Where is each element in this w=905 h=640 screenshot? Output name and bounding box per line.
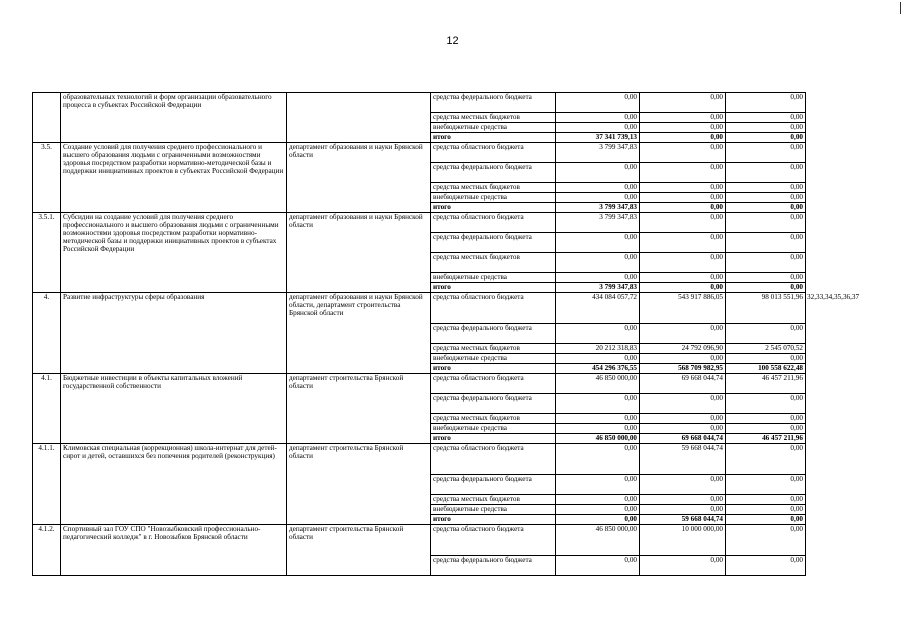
table-body bbox=[33, 93, 876, 576]
amount-year-2: 0,00 bbox=[640, 133, 726, 143]
item-index: 3.5.1. bbox=[33, 213, 61, 293]
item-executor: департамент строительства Брянской области bbox=[287, 444, 431, 525]
amount-year-1: 0,00 bbox=[556, 183, 640, 193]
amount-year-2: 0,00 bbox=[640, 324, 726, 344]
indicator-refs bbox=[806, 213, 876, 233]
indicator-refs bbox=[806, 324, 876, 344]
amount-year-2: 0,00 bbox=[640, 556, 726, 576]
amount-year-2: 69 668 044,74 bbox=[640, 434, 726, 444]
funding-source: итого bbox=[431, 434, 556, 444]
amount-year-3: 0,00 bbox=[726, 324, 806, 344]
amount-year-1: 0,00 bbox=[556, 394, 640, 414]
amount-year-1: 0,00 bbox=[556, 354, 640, 364]
funding-source: средства областного бюджета bbox=[431, 293, 556, 324]
item-name: Создание условий для получения среднего профессионального и высшего образования людьми с ограниченными возможностями здоровья посредством разработки нормативно-методической базы и поддержки инициативных проектов в субъектах Российской Федерации bbox=[61, 143, 287, 213]
funding-source: итого bbox=[431, 515, 556, 525]
funding-source: средства федерального бюджета bbox=[431, 233, 556, 253]
amount-year-2: 10 000 000,00 bbox=[640, 525, 726, 556]
amount-year-2: 59 668 044,74 bbox=[640, 515, 726, 525]
indicator-refs bbox=[806, 113, 876, 123]
financing-table bbox=[32, 92, 876, 576]
funding-source: средства федерального бюджета bbox=[431, 324, 556, 344]
indicator-refs: 32,33,34,35,36,37 bbox=[807, 292, 860, 301]
indicator-refs bbox=[806, 364, 876, 374]
table-row bbox=[33, 93, 876, 113]
amount-year-1: 0,00 bbox=[556, 253, 640, 273]
amount-year-2: 24 792 096,90 bbox=[640, 344, 726, 354]
amount-year-1: 0,00 bbox=[556, 505, 640, 515]
amount-year-2: 0,00 bbox=[640, 505, 726, 515]
indicator-refs bbox=[806, 143, 876, 163]
amount-year-2: 0,00 bbox=[640, 213, 726, 233]
funding-source: средства местных бюджетов bbox=[431, 344, 556, 354]
amount-year-1: 3 799 347,83 bbox=[556, 213, 640, 233]
amount-year-2: 0,00 bbox=[640, 203, 726, 213]
amount-year-1: 0,00 bbox=[556, 495, 640, 505]
amount-year-3: 0,00 bbox=[726, 475, 806, 495]
amount-year-3: 0,00 bbox=[726, 394, 806, 414]
item-executor: департамент строительства Брянской области bbox=[287, 374, 431, 444]
amount-year-2: 0,00 bbox=[640, 283, 726, 293]
funding-source: средства областного бюджета bbox=[431, 213, 556, 233]
indicator-refs bbox=[806, 394, 876, 414]
amount-year-3: 0,00 bbox=[726, 283, 806, 293]
funding-source: итого bbox=[431, 133, 556, 143]
amount-year-2: 0,00 bbox=[640, 193, 726, 203]
indicator-refs bbox=[806, 515, 876, 525]
amount-year-2: 0,00 bbox=[640, 183, 726, 193]
funding-source: внебюджетные средства bbox=[431, 273, 556, 283]
amount-year-1: 0,00 bbox=[556, 515, 640, 525]
item-name: образовательных технологий и форм организации образовательного процесса в субъектах Российской Федерации bbox=[61, 93, 287, 143]
item-index bbox=[33, 93, 61, 143]
item-executor: департамент образования и науки Брянской области bbox=[287, 213, 431, 293]
amount-year-1: 0,00 bbox=[556, 556, 640, 576]
indicator-refs bbox=[806, 273, 876, 283]
amount-year-1: 46 850 000,00 bbox=[556, 374, 640, 394]
indicator-refs bbox=[806, 444, 876, 475]
item-name: Бюджетные инвестиции в объекты капитальных вложений государственной собственности bbox=[61, 374, 287, 444]
item-executor bbox=[287, 93, 431, 143]
amount-year-2: 0,00 bbox=[640, 273, 726, 283]
amount-year-1: 3 799 347,83 bbox=[556, 203, 640, 213]
indicator-refs bbox=[806, 354, 876, 364]
indicator-refs bbox=[806, 525, 876, 556]
amount-year-3: 0,00 bbox=[726, 253, 806, 273]
item-index: 4.1.2. bbox=[33, 525, 61, 576]
page-number: 12 bbox=[446, 35, 459, 47]
funding-source: средства федерального бюджета bbox=[431, 394, 556, 414]
item-name: Спортивный зал ГОУ СПО "Новозыбковский профессионально-педагогический колледж" в г. Новозыбков Брянской области bbox=[61, 525, 287, 576]
indicator-refs bbox=[806, 495, 876, 505]
amount-year-3: 100 558 622,48 bbox=[726, 364, 806, 374]
amount-year-3: 0,00 bbox=[726, 505, 806, 515]
amount-year-2: 0,00 bbox=[640, 495, 726, 505]
amount-year-3: 0,00 bbox=[726, 133, 806, 143]
amount-year-3: 0,00 bbox=[726, 495, 806, 505]
amount-year-2: 0,00 bbox=[640, 424, 726, 434]
indicator-refs bbox=[806, 123, 876, 133]
amount-year-2: 568 709 982,95 bbox=[640, 364, 726, 374]
funding-source: средства областного бюджета bbox=[431, 374, 556, 394]
item-executor: департамент строительства Брянской области bbox=[287, 525, 431, 576]
amount-year-2: 0,00 bbox=[640, 253, 726, 273]
indicator-refs bbox=[806, 163, 876, 183]
indicator-refs bbox=[806, 183, 876, 193]
indicator-refs bbox=[806, 374, 876, 394]
amount-year-1: 0,00 bbox=[556, 475, 640, 495]
amount-year-2: 0,00 bbox=[640, 123, 726, 133]
funding-source: внебюджетные средства bbox=[431, 354, 556, 364]
amount-year-1: 0,00 bbox=[556, 163, 640, 183]
table-row bbox=[33, 143, 876, 163]
amount-year-3: 0,00 bbox=[726, 163, 806, 183]
amount-year-2: 0,00 bbox=[640, 394, 726, 414]
item-name: Развитие инфраструктуры сферы образования bbox=[61, 293, 287, 374]
amount-year-2: 0,00 bbox=[640, 414, 726, 424]
indicator-refs bbox=[806, 434, 876, 444]
funding-source: итого bbox=[431, 203, 556, 213]
amount-year-3: 0,00 bbox=[726, 203, 806, 213]
amount-year-1: 0,00 bbox=[556, 444, 640, 475]
amount-year-2: 69 668 044,74 bbox=[640, 374, 726, 394]
amount-year-2: 59 668 044,74 bbox=[640, 444, 726, 475]
amount-year-2: 0,00 bbox=[640, 163, 726, 183]
funding-source: внебюджетные средства bbox=[431, 424, 556, 434]
amount-year-3: 0,00 bbox=[726, 93, 806, 113]
table-row bbox=[33, 213, 876, 233]
item-name: Климовская специальная (коррекционная) школа-интернат для детей-сирот и детей, оставшихся без попечения родителей (реконструкция) bbox=[61, 444, 287, 525]
amount-year-3: 0,00 bbox=[726, 183, 806, 193]
indicator-refs bbox=[806, 283, 876, 293]
scan-edge-mark bbox=[900, 2, 901, 14]
indicator-refs bbox=[806, 344, 876, 354]
amount-year-2: 0,00 bbox=[640, 93, 726, 113]
amount-year-3: 0,00 bbox=[726, 424, 806, 434]
indicator-refs bbox=[806, 505, 876, 515]
funding-source: средства федерального бюджета bbox=[431, 93, 556, 113]
funding-source: средства местных бюджетов bbox=[431, 253, 556, 273]
amount-year-1: 0,00 bbox=[556, 123, 640, 133]
item-index: 3.5. bbox=[33, 143, 61, 213]
amount-year-3: 0,00 bbox=[726, 414, 806, 424]
amount-year-1: 20 212 318,83 bbox=[556, 344, 640, 354]
item-index: 4.1.1. bbox=[33, 444, 61, 525]
amount-year-1: 3 799 347,83 bbox=[556, 283, 640, 293]
funding-source: средства областного бюджета bbox=[431, 525, 556, 556]
table-row bbox=[33, 525, 876, 556]
amount-year-1: 0,00 bbox=[556, 414, 640, 424]
amount-year-1: 434 084 057,72 bbox=[556, 293, 640, 324]
funding-source: итого bbox=[431, 364, 556, 374]
indicator-refs bbox=[806, 93, 876, 113]
amount-year-3: 0,00 bbox=[726, 444, 806, 475]
amount-year-3: 98 013 551,96 bbox=[726, 293, 806, 324]
funding-source: средства местных бюджетов bbox=[431, 414, 556, 424]
amount-year-1: 46 850 000,00 bbox=[556, 434, 640, 444]
amount-year-3: 0,00 bbox=[726, 113, 806, 123]
item-executor: департамент образования и науки Брянской области, департамент строительства Брянской области bbox=[287, 293, 431, 374]
amount-year-2: 543 917 886,05 bbox=[640, 293, 726, 324]
amount-year-3: 0,00 bbox=[726, 556, 806, 576]
indicator-refs bbox=[806, 556, 876, 576]
funding-source: средства местных бюджетов bbox=[431, 113, 556, 123]
funding-source: внебюджетные средства bbox=[431, 505, 556, 515]
amount-year-1: 46 850 000,00 bbox=[556, 525, 640, 556]
indicator-refs bbox=[806, 233, 876, 253]
amount-year-1: 0,00 bbox=[556, 193, 640, 203]
item-executor: департамент образования и науки Брянской области bbox=[287, 143, 431, 213]
amount-year-3: 0,00 bbox=[726, 193, 806, 203]
amount-year-1: 0,00 bbox=[556, 424, 640, 434]
table-row bbox=[33, 444, 876, 475]
indicator-refs bbox=[806, 203, 876, 213]
funding-source: средства областного бюджета bbox=[431, 444, 556, 475]
indicator-refs bbox=[806, 424, 876, 434]
amount-year-1: 0,00 bbox=[556, 324, 640, 344]
amount-year-3: 0,00 bbox=[726, 213, 806, 233]
funding-source: средства федерального бюджета bbox=[431, 475, 556, 495]
amount-year-3: 0,00 bbox=[726, 233, 806, 253]
funding-source: итого bbox=[431, 283, 556, 293]
amount-year-1: 3 799 347,83 bbox=[556, 143, 640, 163]
indicator-refs bbox=[806, 253, 876, 273]
amount-year-2: 0,00 bbox=[640, 354, 726, 364]
amount-year-2: 0,00 bbox=[640, 475, 726, 495]
indicator-refs bbox=[806, 193, 876, 203]
amount-year-1: 0,00 bbox=[556, 113, 640, 123]
amount-year-3: 0,00 bbox=[726, 273, 806, 283]
amount-year-3: 0,00 bbox=[726, 123, 806, 133]
amount-year-3: 46 457 211,96 bbox=[726, 434, 806, 444]
table-row bbox=[33, 374, 876, 394]
funding-source: средства федерального бюджета bbox=[431, 556, 556, 576]
amount-year-2: 0,00 bbox=[640, 113, 726, 123]
funding-source: средства местных бюджетов bbox=[431, 183, 556, 193]
item-index: 4. bbox=[33, 293, 61, 374]
amount-year-3: 2 545 070,52 bbox=[726, 344, 806, 354]
indicator-refs bbox=[806, 133, 876, 143]
item-name: Субсидии на создание условий для получения среднего профессионального и высшего образования людьми с ограниченными возможностями здоровья посредством разработки нормативно-методической базы и поддержки инициативных проектов в субъектах Российской Федерации bbox=[61, 213, 287, 293]
amount-year-1: 0,00 bbox=[556, 233, 640, 253]
amount-year-3: 0,00 bbox=[726, 515, 806, 525]
amount-year-2: 0,00 bbox=[640, 233, 726, 253]
amount-year-3: 0,00 bbox=[726, 525, 806, 556]
amount-year-1: 37 341 739,13 bbox=[556, 133, 640, 143]
amount-year-1: 0,00 bbox=[556, 93, 640, 113]
funding-source: внебюджетные средства bbox=[431, 123, 556, 133]
funding-source: средства областного бюджета bbox=[431, 143, 556, 163]
amount-year-3: 46 457 211,96 bbox=[726, 374, 806, 394]
funding-source: средства федерального бюджета bbox=[431, 163, 556, 183]
amount-year-1: 0,00 bbox=[556, 273, 640, 283]
amount-year-2: 0,00 bbox=[640, 143, 726, 163]
amount-year-3: 0,00 bbox=[726, 143, 806, 163]
table-row bbox=[33, 293, 876, 324]
funding-source: средства местных бюджетов bbox=[431, 495, 556, 505]
indicator-refs bbox=[806, 414, 876, 424]
indicator-refs bbox=[806, 475, 876, 495]
funding-source: внебюджетные средства bbox=[431, 193, 556, 203]
amount-year-3: 0,00 bbox=[726, 354, 806, 364]
item-index: 4.1. bbox=[33, 374, 61, 444]
amount-year-1: 454 296 376,55 bbox=[556, 364, 640, 374]
